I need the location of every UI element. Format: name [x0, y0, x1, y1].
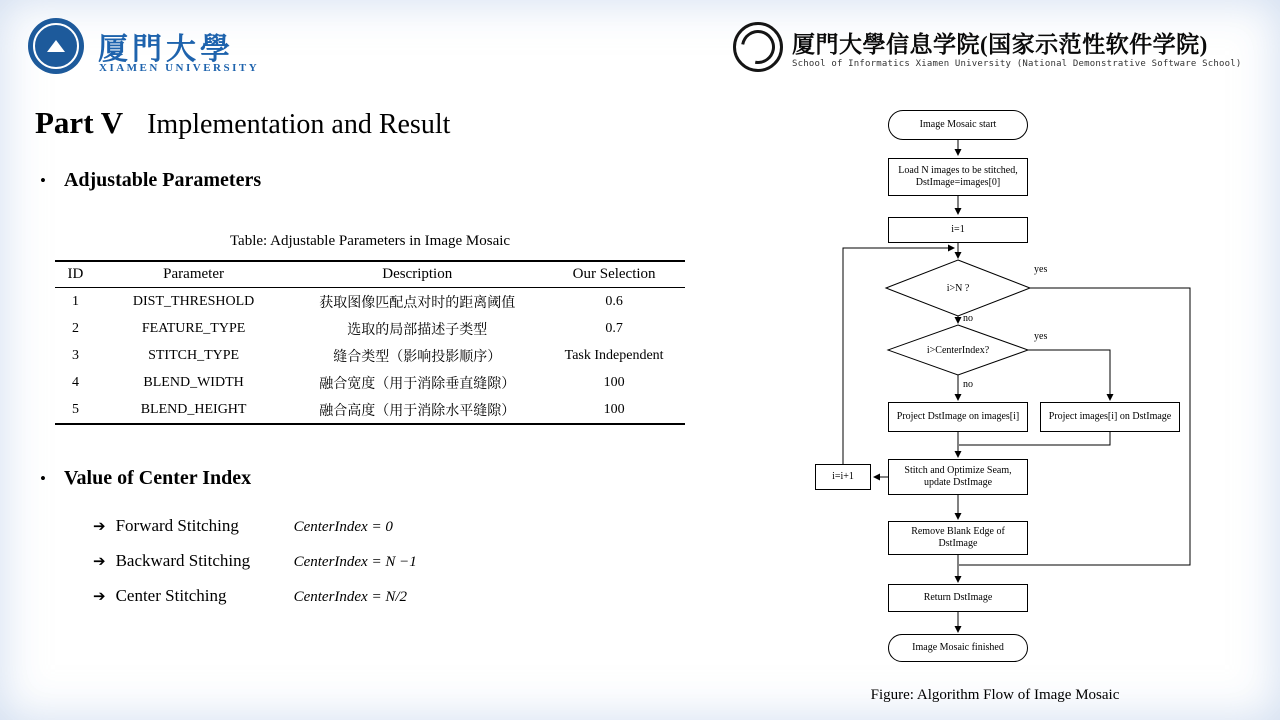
flow-node-remove-blank-edge: Remove Blank Edge of DstImage — [888, 521, 1028, 555]
cell-selection: 100 — [543, 396, 685, 424]
cell-selection: 100 — [603, 374, 625, 390]
cell-id: 3 — [71, 347, 79, 363]
bullet-label: Adjustable Parameters — [63, 169, 262, 191]
list-item-forward-stitching — [93, 516, 417, 536]
edge-label-no: no — [963, 313, 973, 324]
table-row — [55, 342, 685, 369]
bullet-label: Value of Center Index — [63, 467, 252, 489]
col-header-id: ID — [55, 261, 96, 288]
xmu-name-english: XIAMEN UNIVERSITY — [99, 62, 260, 74]
adjustable-parameters-table — [55, 260, 685, 425]
cell-description: 融合高度（用于消除水平缝隙） — [291, 396, 543, 424]
flow-node-init-i: i=1 — [888, 217, 1028, 243]
arrow-bullet-icon: ➔ — [93, 554, 106, 570]
school-of-informatics-seal-icon — [733, 22, 783, 72]
edge-label-no: no — [963, 379, 973, 390]
stitching-mode-label: Backward Stitching — [115, 551, 251, 570]
cell-parameter: BLEND_WIDTH — [143, 374, 244, 390]
figure-caption: Figure: Algorithm Flow of Image Mosaic — [870, 687, 1120, 703]
cell-selection: Task Independent — [564, 347, 664, 363]
flow-node-return-dstimage: Return DstImage — [888, 584, 1028, 612]
cell-parameter: FEATURE_TYPE — [141, 320, 246, 336]
cell-parameter: DIST_THRESHOLD — [132, 293, 255, 309]
cell-selection: 0.6 — [605, 293, 623, 309]
school-name-english: School of Informatics Xiamen University (National Demonstrative Software School) — [792, 59, 1242, 69]
cell-id: 1 — [71, 293, 79, 309]
stitching-mode-label: Center Stitching — [115, 586, 227, 605]
slide-title — [35, 105, 450, 141]
flow-node-end: Image Mosaic finished — [888, 634, 1028, 662]
col-header-parameter: Parameter — [96, 261, 291, 288]
stitching-mode-label: Forward Stitching — [115, 516, 239, 535]
arrow-bullet-icon: ➔ — [93, 519, 106, 535]
flow-node-start: Image Mosaic start — [888, 110, 1028, 140]
flow-decision-i-greater-n: i>N ? — [946, 282, 970, 294]
table-row — [55, 396, 685, 424]
bullet-dot-icon: • — [40, 469, 46, 488]
algorithm-flowchart — [790, 100, 1200, 680]
edge-label-yes: yes — [1034, 331, 1048, 342]
cell-description: 获取图像匹配点对时的距离阈值 — [319, 295, 516, 311]
list-item-center-stitching — [93, 586, 417, 606]
flow-node-project-dstimage: Project DstImage on images[i] — [888, 402, 1028, 432]
slide-title-text: Implementation and Result — [147, 109, 451, 140]
cell-selection: 0.7 — [605, 320, 623, 336]
flow-node-load-images: Load N images to be stitched, DstImage=images[0] — [888, 158, 1028, 196]
center-index-formula: CenterIndex = N/2 — [293, 589, 408, 605]
xmu-university-seal-icon — [28, 18, 84, 74]
xmu-name-chinese: 厦門大學 — [98, 33, 234, 66]
bullet-adjustable-parameters — [40, 169, 261, 192]
table-caption: Table: Adjustable Parameters in Image Mosaic — [229, 233, 511, 249]
seal-building-glyph — [47, 40, 65, 52]
flow-node-stitch-optimize: Stitch and Optimize Seam, update DstImage — [888, 459, 1028, 495]
center-index-formula: CenterIndex = 0 — [293, 519, 393, 535]
cell-id: 5 — [55, 396, 96, 424]
edge-label-yes: yes — [1034, 264, 1048, 275]
arrow-bullet-icon: ➔ — [93, 589, 106, 605]
cell-id: 4 — [71, 374, 79, 390]
seal-swirl-glyph — [734, 23, 781, 70]
col-header-description: Description — [291, 261, 543, 288]
school-name-chinese: 厦門大學信息学院(国家示范性软件学院) — [792, 32, 1208, 57]
cell-id: 2 — [71, 320, 79, 336]
col-header-selection: Our Selection — [543, 261, 685, 288]
table-row — [55, 288, 685, 316]
flow-node-project-images-i: Project images[i] on DstImage — [1040, 402, 1180, 432]
bullet-value-of-center-index — [40, 467, 251, 490]
flow-decision-i-greater-centerindex: i>CenterIndex? — [926, 344, 990, 356]
center-index-formula: CenterIndex = N −1 — [293, 554, 417, 570]
center-index-list — [93, 516, 417, 606]
table-row — [55, 315, 685, 342]
cell-description: 选取的局部描述子类型 — [347, 322, 488, 338]
slide-title-part: Part V — [35, 105, 124, 140]
table-header-row — [55, 261, 685, 288]
cell-description: 缝合类型（影响投影顺序） — [333, 349, 502, 365]
list-item-backward-stitching — [93, 551, 417, 571]
cell-description: 融合宽度（用于消除垂直缝隙） — [319, 376, 516, 392]
seal-inner-ring — [33, 23, 79, 69]
bullet-dot-icon: • — [40, 171, 46, 190]
cell-parameter: BLEND_HEIGHT — [96, 396, 291, 424]
table-row — [55, 369, 685, 396]
cell-parameter: STITCH_TYPE — [148, 347, 240, 363]
flow-node-increment-i: i=i+1 — [815, 464, 871, 490]
